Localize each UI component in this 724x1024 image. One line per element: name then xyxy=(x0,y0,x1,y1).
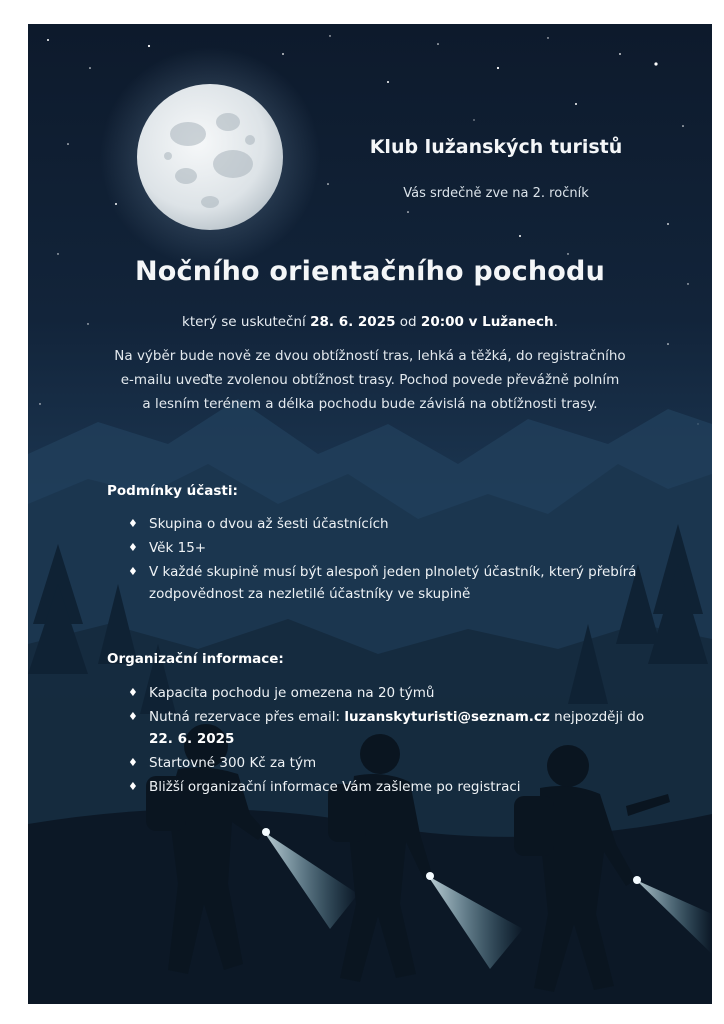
diamond-icon: ♦ xyxy=(128,756,138,769)
reservation-deadline: 22. 6. 2025 xyxy=(149,731,235,747)
capacity-text: Kapacita pochodu je omezena na 20 týmů xyxy=(149,685,435,701)
list-item xyxy=(128,706,648,750)
diamond-icon: ♦ xyxy=(128,710,138,723)
fee-text: Startovné 300 Kč za tým xyxy=(149,755,317,771)
diamond-icon: ♦ xyxy=(128,686,138,699)
description-line: a lesním terénem a délka pochodu bude závislá na obtížnosti trasy. xyxy=(142,396,598,412)
conditions-list xyxy=(128,513,648,607)
reservation-mid-text: nejpozději do xyxy=(549,709,645,725)
moon xyxy=(137,84,283,230)
description-line: Na výběr bude nově ze dvou obtížností tras, lehká a těžká, do registračního xyxy=(114,348,626,364)
club-name: Klub lužanských turistů xyxy=(369,136,623,158)
list-item xyxy=(128,776,648,798)
list-item-text: V každé skupině musí být alespoň jeden plnoletý účastník, který přebírá zodpovědnost za nezletilé účastníky ve skupině xyxy=(149,564,637,602)
reservation-email[interactable]: luzanskyturisti@seznam.cz xyxy=(344,709,550,725)
date-mid: od xyxy=(395,314,421,330)
invitation-text: Vás srdečně zve na 2. ročník xyxy=(403,186,589,201)
diamond-icon: ♦ xyxy=(128,541,138,554)
organization-heading: Organizační informace: xyxy=(107,651,284,667)
event-date: 28. 6. 2025 xyxy=(310,314,396,330)
list-item xyxy=(128,561,648,605)
event-date-line xyxy=(28,314,712,330)
date-prefix: který se uskuteční xyxy=(182,314,311,330)
diamond-icon: ♦ xyxy=(128,565,138,578)
list-item xyxy=(128,513,648,535)
event-title: Nočního orientačního pochodu xyxy=(134,256,606,287)
list-item xyxy=(128,682,648,704)
description-line: e-mailu uveďte zvolenou obtížnost trasy. Pochod povede převážně polním xyxy=(120,372,620,388)
list-item xyxy=(128,752,648,774)
event-description xyxy=(100,344,640,416)
list-item-text: Skupina o dvou až šesti účastnících xyxy=(149,516,389,532)
diamond-icon: ♦ xyxy=(128,517,138,530)
conditions-heading: Podmínky účasti: xyxy=(107,483,238,499)
diamond-icon: ♦ xyxy=(128,780,138,793)
event-time-place: 20:00 v Lužanech xyxy=(420,314,554,330)
organization-list xyxy=(128,682,648,800)
list-item-text: Věk 15+ xyxy=(149,540,207,556)
date-suffix: . xyxy=(553,314,558,330)
reservation-text: Nutná rezervace přes email: xyxy=(149,709,345,725)
poster xyxy=(28,24,712,1004)
list-item xyxy=(128,537,648,559)
more-info-text: Bližší organizační informace Vám zašleme po registraci xyxy=(149,779,521,795)
